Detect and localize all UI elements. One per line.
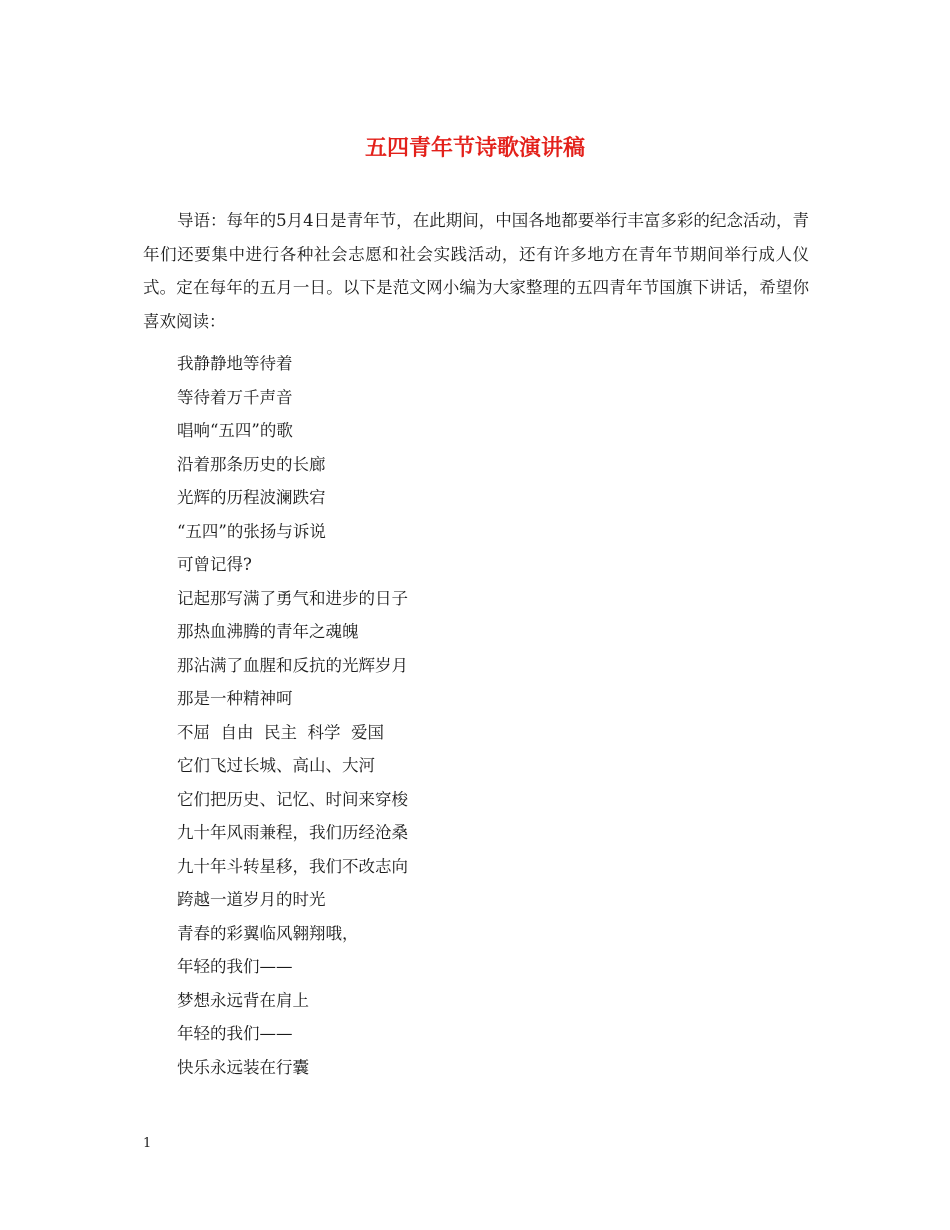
poem-line: 记起那写满了勇气和进步的日子 — [177, 588, 408, 608]
poem-line: 沿着那条历史的长廊 — [177, 454, 326, 474]
poem-line: 快乐永远装在行囊 — [177, 1057, 309, 1077]
intro-paragraph: 导语：每年的5月4日是青年节，在此期间，中国各地都要举行丰富多彩的纪念活动，青年们还要集中进行各种社会志愿和社会实践活动，还有许多地方在青年节期间举行成人仪式。定在每年的五月一日。以下是范文网小编为大家整理的五四青年节国旗下讲话，希望你喜欢阅读： — [143, 211, 809, 331]
poem-line: 光辉的历程波澜跌宕 — [177, 488, 326, 507]
poem-line: 年轻的我们—— — [177, 1024, 293, 1043]
poem-lines — [177, 347, 408, 1084]
poem-line: 那是一种精神呵 — [177, 689, 293, 708]
poem-line: 那沾满了血腥和反抗的光辉岁月 — [177, 655, 408, 675]
poem-line: 九十年风雨兼程，我们历经沧桑 — [177, 823, 408, 842]
poem-line: 唱响“五四”的歌 — [177, 421, 293, 440]
poem-line: 不屈 自由 民主 科学 爱国 — [177, 722, 384, 742]
poem-line: 青春的彩翼临风翱翔哦， — [177, 923, 359, 943]
poem-line: 年轻的我们—— — [177, 957, 293, 976]
poem-line: 跨越一道岁月的时光 — [177, 890, 326, 909]
page-number: 1 — [143, 1136, 152, 1151]
poem-line: 等待着万千声音 — [177, 387, 293, 407]
poem-line: 梦想永远背在肩上 — [177, 990, 309, 1010]
poem-line: “五四”的张扬与诉说 — [177, 521, 326, 541]
poem-line: 那热血沸腾的青年之魂魄 — [177, 622, 359, 641]
page-title: 五四青年节诗歌演讲稿 — [364, 135, 585, 161]
poem-line: 它们飞过长城、高山、大河 — [177, 756, 375, 775]
poem-line: 我静静地等待着 — [177, 354, 293, 373]
poem-line: 可曾记得? — [177, 555, 252, 574]
poem-line: 它们把历史、记忆、时间来穿梭 — [177, 789, 408, 809]
poem-line: 九十年斗转星移，我们不改志向 — [177, 856, 408, 876]
